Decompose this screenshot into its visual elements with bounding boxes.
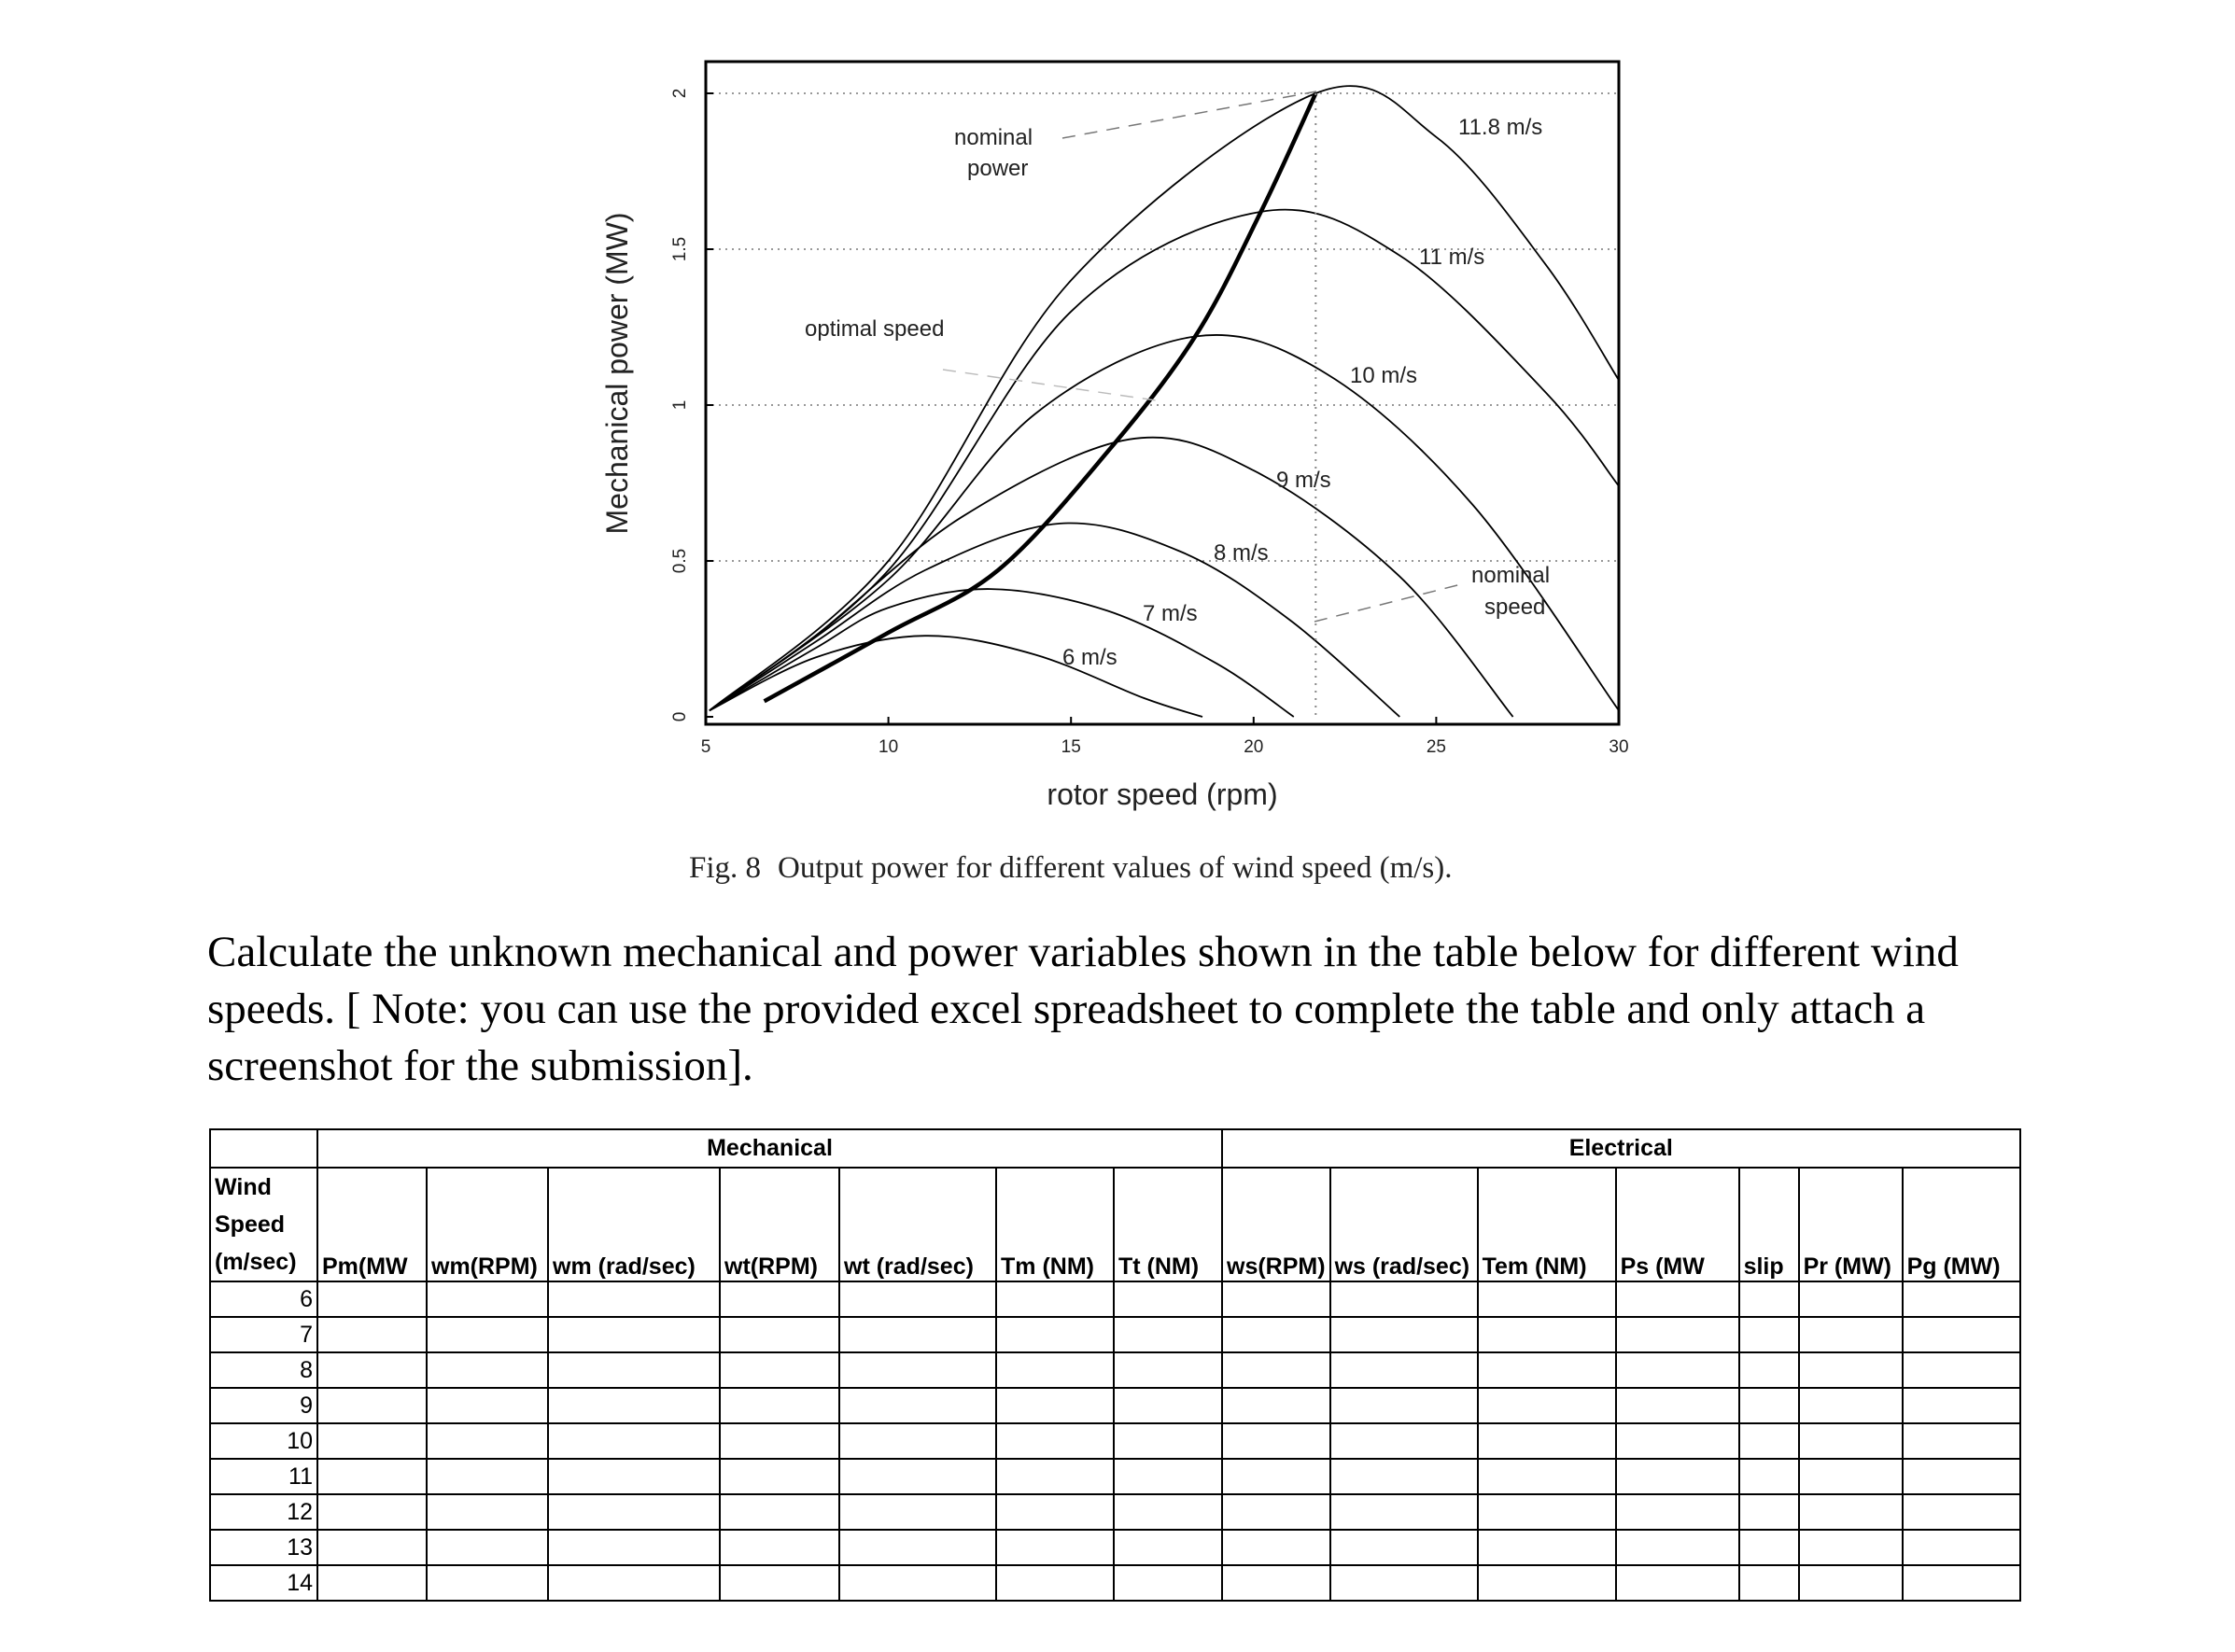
empty-value-cell[interactable] <box>1330 1317 1478 1352</box>
empty-value-cell[interactable] <box>1478 1388 1616 1423</box>
empty-value-cell[interactable] <box>1739 1459 1799 1494</box>
y-tick-label: 1.5 <box>670 236 690 262</box>
table-row <box>210 1459 2020 1494</box>
figure-number: Fig. 8 <box>689 851 762 885</box>
x-tick-label: 10 <box>879 737 899 757</box>
x-ticks <box>701 717 1629 757</box>
empty-value-cell[interactable] <box>1478 1317 1616 1352</box>
empty-value-cell[interactable] <box>1222 1565 1330 1601</box>
group-electrical: Electrical <box>1222 1129 2020 1168</box>
table-row <box>210 1317 2020 1352</box>
empty-value-cell[interactable] <box>1799 1423 1903 1459</box>
empty-value-cell[interactable] <box>996 1352 1114 1388</box>
empty-value-cell[interactable] <box>427 1459 548 1494</box>
group-mechanical: Mechanical <box>317 1129 1222 1168</box>
empty-value-cell[interactable] <box>839 1423 996 1459</box>
label-9: 9 m/s <box>1276 468 1331 493</box>
empty-value-cell[interactable] <box>1330 1530 1478 1565</box>
column-header: Tm (NM) <box>996 1168 1114 1281</box>
power-curve-8 <box>710 523 1399 717</box>
y-tick-label: 0.5 <box>670 548 690 574</box>
column-header: wm (rad/sec) <box>548 1168 720 1281</box>
column-header: Tem (NM) <box>1478 1168 1616 1281</box>
empty-value-cell[interactable] <box>1616 1530 1739 1565</box>
wind-header-line-3: (m/sec) <box>215 1249 297 1275</box>
empty-value-cell[interactable] <box>839 1352 996 1388</box>
empty-value-cell[interactable] <box>1330 1565 1478 1601</box>
table-row <box>210 1388 2020 1423</box>
empty-value-cell[interactable] <box>720 1352 839 1388</box>
wind-speed-cell: 13 <box>210 1530 317 1565</box>
empty-value-cell[interactable] <box>720 1317 839 1352</box>
empty-value-cell[interactable] <box>1799 1565 1903 1601</box>
empty-value-cell[interactable] <box>1330 1352 1478 1388</box>
empty-value-cell[interactable] <box>839 1565 996 1601</box>
empty-value-cell[interactable] <box>1799 1459 1903 1494</box>
empty-value-cell[interactable] <box>1903 1317 2020 1352</box>
empty-value-cell[interactable] <box>1799 1352 1903 1388</box>
x-axis-label: rotor speed (rpm) <box>1047 777 1278 811</box>
empty-value-cell[interactable] <box>427 1565 548 1601</box>
empty-value-cell[interactable] <box>996 1494 1114 1530</box>
empty-value-cell[interactable] <box>1114 1281 1222 1317</box>
power-curve-6 <box>710 636 1202 717</box>
empty-value-cell[interactable] <box>317 1423 427 1459</box>
optimal-speed-leader <box>943 370 1162 401</box>
empty-value-cell[interactable] <box>1114 1388 1222 1423</box>
empty-value-cell[interactable] <box>317 1317 427 1352</box>
y-tick-label: 0 <box>670 711 690 722</box>
empty-value-cell[interactable] <box>996 1388 1114 1423</box>
empty-value-cell[interactable] <box>317 1565 427 1601</box>
column-header: Pr (MW) <box>1799 1168 1903 1281</box>
empty-value-cell[interactable] <box>427 1530 548 1565</box>
empty-value-cell[interactable] <box>720 1281 839 1317</box>
empty-value-cell[interactable] <box>1799 1388 1903 1423</box>
label-8: 8 m/s <box>1214 540 1269 566</box>
nominal-speed-leader <box>1314 584 1461 622</box>
empty-value-cell[interactable] <box>1799 1530 1903 1565</box>
empty-value-cell[interactable] <box>720 1494 839 1530</box>
column-header: Tt (NM) <box>1114 1168 1222 1281</box>
empty-value-cell[interactable] <box>1222 1317 1330 1352</box>
caption-text: Output power for different values of wind speed (m/s). <box>778 851 1453 885</box>
y-tick-label: 2 <box>670 88 690 99</box>
empty-value-cell[interactable] <box>1739 1317 1799 1352</box>
empty-value-cell[interactable] <box>1903 1388 2020 1423</box>
empty-value-cell[interactable] <box>1903 1459 2020 1494</box>
wind-speed-cell: 7 <box>210 1317 317 1352</box>
empty-value-cell[interactable] <box>1903 1352 2020 1388</box>
empty-value-cell[interactable] <box>548 1459 720 1494</box>
empty-value-cell[interactable] <box>1739 1565 1799 1601</box>
table-row <box>210 1423 2020 1459</box>
empty-value-cell[interactable] <box>317 1530 427 1565</box>
wind-speed-cell: 9 <box>210 1388 317 1423</box>
column-header: wt (rad/sec) <box>839 1168 996 1281</box>
empty-value-cell[interactable] <box>1222 1530 1330 1565</box>
group-header-row <box>210 1129 2020 1168</box>
x-tick-label: 15 <box>1061 737 1081 757</box>
empty-value-cell[interactable] <box>427 1494 548 1530</box>
label-nominal-power-2: power <box>967 156 1029 181</box>
empty-value-cell[interactable] <box>839 1281 996 1317</box>
empty-value-cell[interactable] <box>996 1423 1114 1459</box>
empty-value-cell[interactable] <box>1222 1494 1330 1530</box>
empty-value-cell[interactable] <box>1616 1388 1739 1423</box>
wind-header-line-2: Speed <box>215 1211 286 1238</box>
empty-value-cell[interactable] <box>317 1388 427 1423</box>
y-axis-label: Mechanical power (MW) <box>600 212 634 535</box>
empty-value-cell[interactable] <box>1222 1352 1330 1388</box>
empty-value-cell[interactable] <box>1222 1388 1330 1423</box>
empty-value-cell[interactable] <box>1739 1530 1799 1565</box>
group-empty <box>210 1129 317 1168</box>
empty-value-cell[interactable] <box>1903 1494 2020 1530</box>
label-nominal-speed-2: speed <box>1484 595 1546 620</box>
empty-value-cell[interactable] <box>1114 1530 1222 1565</box>
empty-value-cell[interactable] <box>1114 1352 1222 1388</box>
wind-speed-cell: 8 <box>210 1352 317 1388</box>
empty-value-cell[interactable] <box>548 1530 720 1565</box>
empty-value-cell[interactable] <box>1616 1281 1739 1317</box>
empty-value-cell[interactable] <box>1330 1423 1478 1459</box>
wind-speed-cell: 10 <box>210 1423 317 1459</box>
x-tick-label: 30 <box>1609 737 1629 757</box>
empty-value-cell[interactable] <box>720 1423 839 1459</box>
empty-value-cell[interactable] <box>1478 1494 1616 1530</box>
empty-value-cell[interactable] <box>1799 1281 1903 1317</box>
empty-value-cell[interactable] <box>839 1459 996 1494</box>
empty-value-cell[interactable] <box>996 1565 1114 1601</box>
empty-value-cell[interactable] <box>317 1494 427 1530</box>
empty-value-cell[interactable] <box>1330 1459 1478 1494</box>
empty-value-cell[interactable] <box>1114 1565 1222 1601</box>
table-row <box>210 1352 2020 1388</box>
nominal-power-leader <box>1062 91 1316 138</box>
wind-speed-cell: 11 <box>210 1459 317 1494</box>
column-header-row <box>210 1168 2020 1281</box>
empty-value-cell[interactable] <box>427 1317 548 1352</box>
x-tick-label: 25 <box>1426 737 1446 757</box>
empty-value-cell[interactable] <box>1903 1565 2020 1601</box>
x-tick-label: 5 <box>700 737 711 757</box>
wind-speed-cell: 6 <box>210 1281 317 1317</box>
column-header: Pg (MW) <box>1903 1168 2020 1281</box>
empty-value-cell[interactable] <box>427 1352 548 1388</box>
empty-value-cell[interactable] <box>317 1352 427 1388</box>
column-header: slip <box>1739 1168 1799 1281</box>
empty-value-cell[interactable] <box>839 1530 996 1565</box>
empty-value-cell[interactable] <box>1739 1281 1799 1317</box>
empty-value-cell[interactable] <box>1616 1317 1739 1352</box>
empty-value-cell[interactable] <box>1616 1352 1739 1388</box>
table-row <box>210 1494 2020 1530</box>
empty-value-cell[interactable] <box>1478 1423 1616 1459</box>
empty-value-cell[interactable] <box>1903 1423 2020 1459</box>
empty-value-cell[interactable] <box>996 1281 1114 1317</box>
empty-value-cell[interactable] <box>839 1388 996 1423</box>
empty-value-cell[interactable] <box>1739 1352 1799 1388</box>
empty-value-cell[interactable] <box>548 1317 720 1352</box>
wind-speed-cell: 14 <box>210 1565 317 1601</box>
label-nominal-power-1: nominal <box>954 125 1033 150</box>
table-body <box>210 1281 2020 1601</box>
empty-value-cell[interactable] <box>1478 1352 1616 1388</box>
empty-value-cell[interactable] <box>1903 1281 2020 1317</box>
empty-value-cell[interactable] <box>839 1317 996 1352</box>
column-header: ws (rad/sec) <box>1330 1168 1478 1281</box>
empty-value-cell[interactable] <box>1903 1530 2020 1565</box>
empty-value-cell[interactable] <box>1114 1317 1222 1352</box>
empty-value-cell[interactable] <box>1330 1388 1478 1423</box>
empty-value-cell[interactable] <box>1114 1423 1222 1459</box>
empty-value-cell[interactable] <box>427 1281 548 1317</box>
empty-value-cell[interactable] <box>317 1459 427 1494</box>
empty-value-cell[interactable] <box>1616 1494 1739 1530</box>
empty-value-cell[interactable] <box>427 1423 548 1459</box>
label-11: 11 m/s <box>1419 245 1485 270</box>
empty-value-cell[interactable] <box>1222 1423 1330 1459</box>
empty-value-cell[interactable] <box>1478 1281 1616 1317</box>
y-tick-label: 1 <box>670 399 690 411</box>
empty-value-cell[interactable] <box>1114 1459 1222 1494</box>
empty-value-cell[interactable] <box>1616 1565 1739 1601</box>
figure-caption <box>689 851 1453 886</box>
column-header: Pm(MW <box>317 1168 427 1281</box>
wind-speed-cell: 12 <box>210 1494 317 1530</box>
column-header: Ps (MW <box>1616 1168 1739 1281</box>
empty-value-cell[interactable] <box>1799 1317 1903 1352</box>
empty-value-cell[interactable] <box>548 1494 720 1530</box>
column-header: ws(RPM) <box>1222 1168 1330 1281</box>
column-header: wt(RPM) <box>720 1168 839 1281</box>
empty-value-cell[interactable] <box>1616 1423 1739 1459</box>
results-table <box>209 1128 2021 1602</box>
empty-value-cell[interactable] <box>720 1565 839 1601</box>
label-nominal-speed-1: nominal <box>1471 563 1551 588</box>
empty-value-cell[interactable] <box>996 1530 1114 1565</box>
empty-value-cell[interactable] <box>1330 1281 1478 1317</box>
wind-header-line-1: Wind <box>215 1174 272 1200</box>
empty-value-cell[interactable] <box>548 1423 720 1459</box>
table-row <box>210 1530 2020 1565</box>
column-header: wm(RPM) <box>427 1168 548 1281</box>
label-7: 7 m/s <box>1143 601 1198 626</box>
question-text: Calculate the unknown mechanical and power variables shown in the table below for different wind speeds. [ Note: you can use the provided excel spreadsheet to complete the table and only attach a screenshot for the submission]. <box>207 928 1959 1090</box>
label-6: 6 m/s <box>1062 645 1118 670</box>
empty-value-cell[interactable] <box>427 1388 548 1423</box>
empty-value-cell[interactable] <box>317 1281 427 1317</box>
empty-value-cell[interactable] <box>720 1388 839 1423</box>
empty-value-cell[interactable] <box>1799 1494 1903 1530</box>
empty-value-cell[interactable] <box>1739 1423 1799 1459</box>
empty-value-cell[interactable] <box>996 1317 1114 1352</box>
empty-value-cell[interactable] <box>720 1530 839 1565</box>
table-row <box>210 1281 2020 1317</box>
empty-value-cell[interactable] <box>1739 1388 1799 1423</box>
table-row <box>210 1565 2020 1601</box>
empty-value-cell[interactable] <box>548 1281 720 1317</box>
empty-value-cell[interactable] <box>1478 1565 1616 1601</box>
empty-value-cell[interactable] <box>548 1565 720 1601</box>
empty-value-cell[interactable] <box>996 1459 1114 1494</box>
label-11-8: 11.8 m/s <box>1458 115 1543 140</box>
x-tick-label: 20 <box>1244 737 1264 757</box>
empty-value-cell[interactable] <box>1478 1530 1616 1565</box>
header-wind-speed <box>210 1168 317 1281</box>
empty-value-cell[interactable] <box>1222 1281 1330 1317</box>
empty-value-cell[interactable] <box>1739 1494 1799 1530</box>
empty-value-cell[interactable] <box>839 1494 996 1530</box>
empty-value-cell[interactable] <box>1114 1494 1222 1530</box>
label-optimal-speed: optimal speed <box>805 316 945 342</box>
empty-value-cell[interactable] <box>548 1352 720 1388</box>
empty-value-cell[interactable] <box>1478 1459 1616 1494</box>
label-10: 10 m/s <box>1350 363 1418 388</box>
empty-value-cell[interactable] <box>1330 1494 1478 1530</box>
empty-value-cell[interactable] <box>720 1459 839 1494</box>
power-curve-9 <box>710 438 1513 717</box>
empty-value-cell[interactable] <box>1616 1459 1739 1494</box>
empty-value-cell[interactable] <box>548 1388 720 1423</box>
empty-value-cell[interactable] <box>1222 1459 1330 1494</box>
